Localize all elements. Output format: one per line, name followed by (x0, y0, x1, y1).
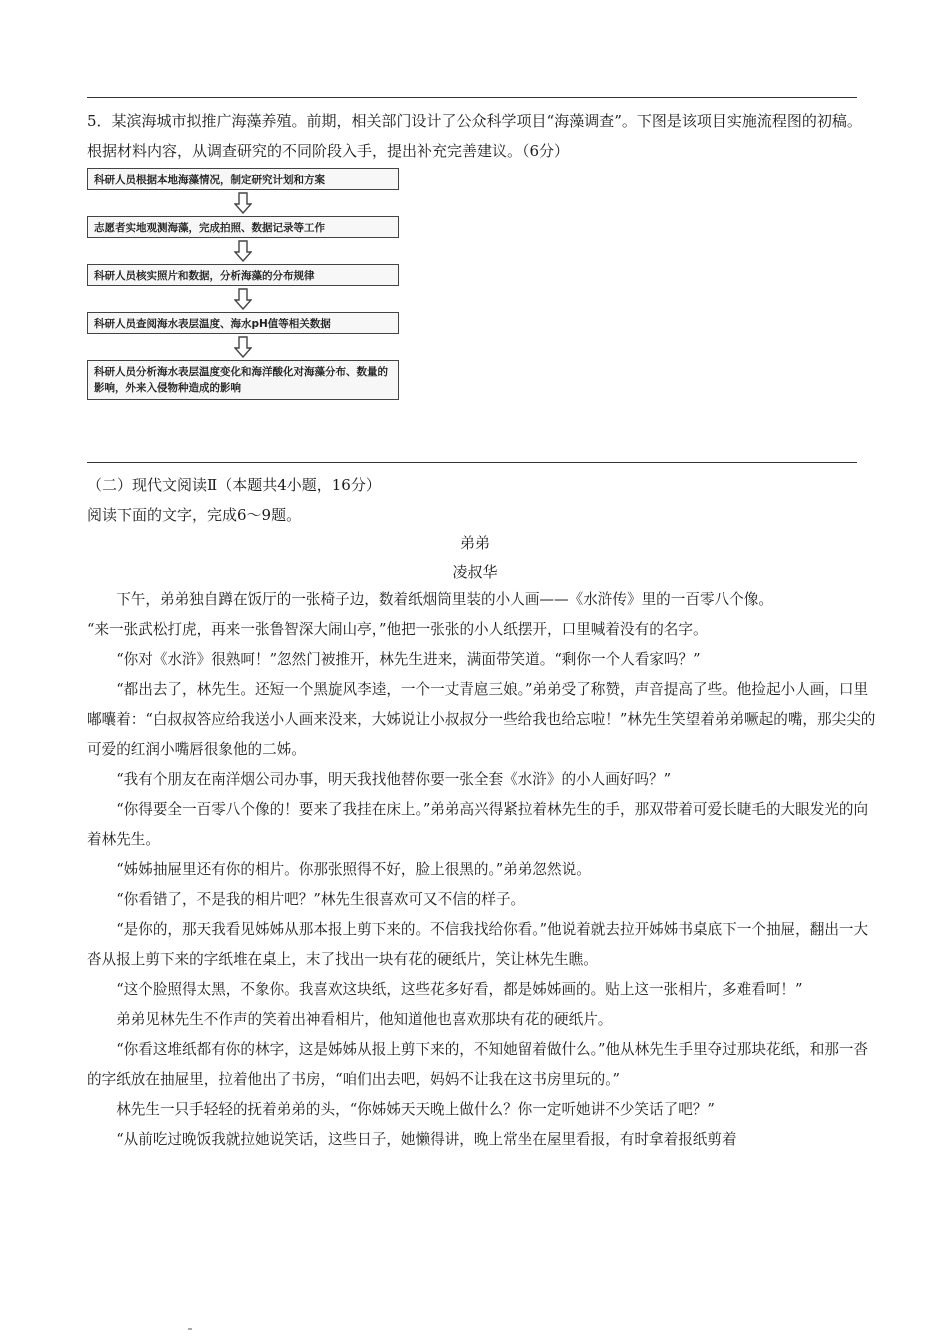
flowchart (87, 168, 399, 400)
paragraph: “从前吃过晚饭我就拉她说笑话，这些日子，她懒得讲，晚上常坐在屋里看报，有时拿着报纸剪着 (116, 1131, 737, 1148)
down-arrow-icon (87, 334, 399, 360)
page-mark (188, 1328, 192, 1330)
question-5-text: 5．某滨海城市拟推广海藻养殖。前期，相关部门设计了公众科学项目“海藻调查”。下图是该项目实施流程图的初稿。根据材料内容，从调查研究的不同阶段入手，提出补充完善建议。（6分） (87, 112, 862, 160)
paragraph: “是你的，那天我看见姊姊从那本报上剪下来的。不信我找给你看。”他说着就去拉开姊姊书桌底下一个抽屉，翻出一大沓从报上剪下来的字纸堆在桌上，末了找出一块有花的硬纸片，笑让林先生瞧。 (87, 921, 869, 968)
top-divider (87, 97, 857, 98)
paragraph: 弟弟见林先生不作声的笑着出神看相片，他知道他也喜欢那块有花的硬纸片。 (116, 1011, 613, 1028)
question-5 (87, 106, 862, 166)
down-arrow-icon (87, 190, 399, 216)
down-arrow-icon (87, 238, 399, 264)
article-title: 弟弟 (459, 534, 490, 552)
paragraph: “都出去了，林先生。还短一个黑旋风李逵，一个一丈青扈三娘。”弟弟受了称赞，声音提高了些。他捡起小人画，口里嘟囔着：“白叔叔答应给我送小人画来没来，大姊说让小叔叔分一些给我也给忘啦！”林先生笑望着弟弟噘起的嘴，那尖尖的可爱的红润小嘴唇很象他的二姊。 (87, 681, 876, 758)
paragraph: “我有个朋友在南洋烟公司办事，明天我找他替你要一张全套《水浒》的小人画好吗？” (116, 771, 672, 788)
article-body (87, 585, 877, 1155)
paragraph: “来一张武松打虎，再来一张鲁智深大闹山亭，”他把一张张的小人纸摆开，口里喊着没有的名字。 (87, 621, 708, 638)
section-instruction: 阅读下面的文字，完成6～9题。 (87, 506, 302, 524)
paragraph: 下午，弟弟独自蹲在饭厅的一张椅子边，数着纸烟筒里装的小人画——《水浒传》里的一百零八个像。 (116, 591, 773, 608)
paragraph: “姊姊抽屉里还有你的相片。你那张照得不好，脸上很黑的。”弟弟忽然说。 (116, 861, 591, 878)
down-arrow-icon (87, 286, 399, 312)
paragraph: “你得要全一百零八个像的！要来了我挂在床上。”弟弟高兴得紧拉着林先生的手，那双带着可爱长睫毛的大眼发光的向着林先生。 (87, 801, 869, 848)
section-divider (87, 462, 857, 463)
paragraph: 林先生一只手轻轻的抚着弟弟的头，“你姊姊天天晚上做什么？你一定听她讲不少笑话了吧？” (116, 1101, 715, 1118)
paragraph: “你看这堆纸都有你的林字，这是姊姊从报上剪下来的，不知她留着做什么。”他从林先生手里夺过那块花纸，和那一沓的字纸放在抽屉里，拉着他出了书房，“咱们出去吧，妈妈不让我在这书房里玩的。” (87, 1041, 869, 1088)
article-author: 凌叔华 (452, 563, 498, 581)
paragraph: “这个脸照得太黑，不象你。我喜欢这块纸，这些花多好看，都是姊姊画的。贴上这一张相片，多难看呵！” (116, 981, 803, 998)
section-heading: （二）现代文阅读Ⅱ（本题共4小题，16分） (87, 476, 381, 494)
flow-step-1: 科研人员根据本地海藻情况，制定研究计划和方案 (87, 168, 399, 190)
paragraph: “你对《水浒》很熟呵！”忽然门被推开，林先生进来，满面带笑道。“剩你一个人看家吗？” (116, 651, 701, 668)
paragraph: “你看错了，不是我的相片吧？”林先生很喜欢可又不信的样子。 (116, 891, 526, 908)
flow-step-5: 科研人员分析海水表层温度变化和海洋酸化对海藻分布、数量的影响，外来入侵物种造成的影响 (87, 360, 399, 400)
flow-step-3: 科研人员核实照片和数据，分析海藻的分布规律 (87, 264, 399, 286)
flow-step-2: 志愿者实地观测海藻，完成拍照、数据记录等工作 (87, 216, 399, 238)
flow-step-4: 科研人员查阅海水表层温度、海水pH值等相关数据 (87, 312, 399, 334)
